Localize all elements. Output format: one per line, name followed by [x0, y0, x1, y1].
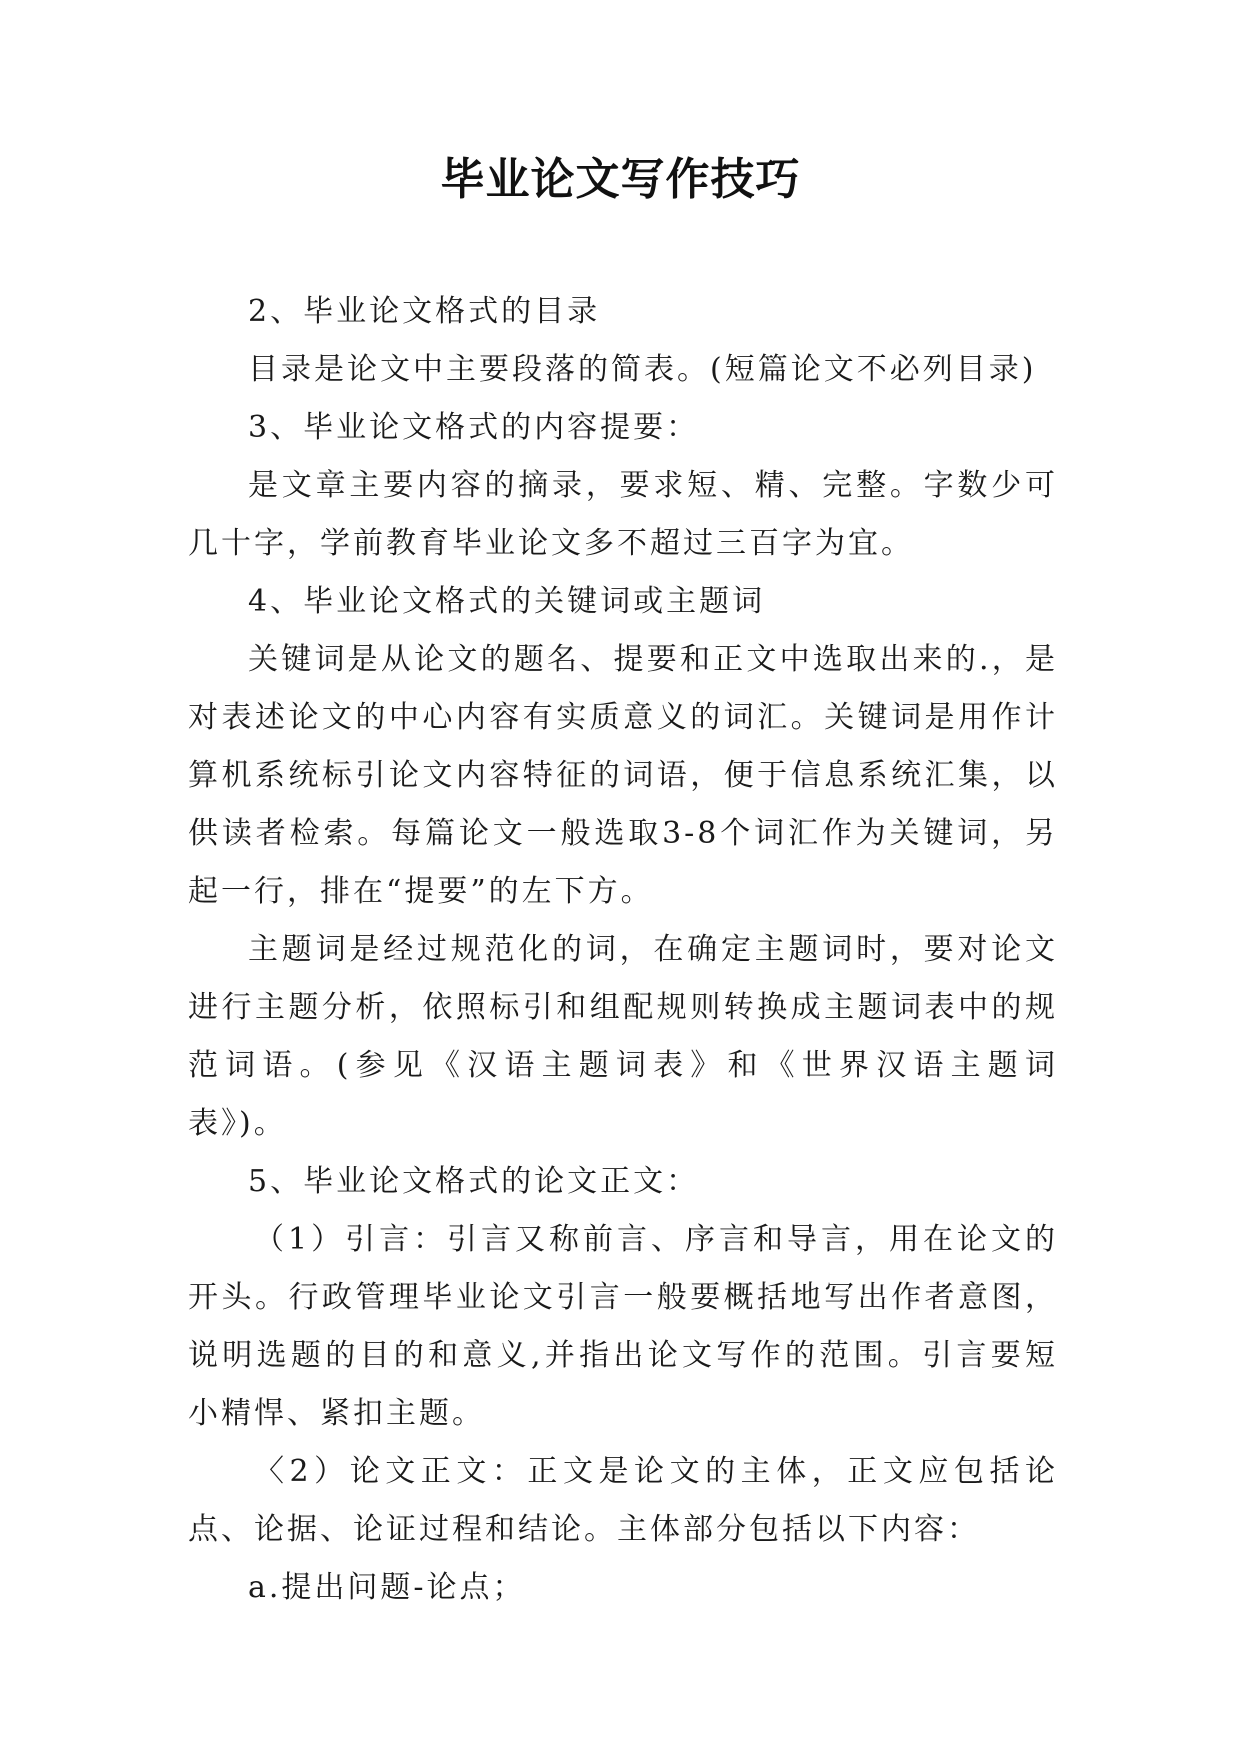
paragraph-keywords-heading: 4、毕业论文格式的关键词或主题词 [248, 584, 766, 619]
paragraph-main-body: 〈2）论文正文：正文是论文的主体，正文应包括论点、论据、论证过程和结论。主体部分包括以下内容： [188, 1454, 1058, 1547]
paragraph-main-text-heading: 5、毕业论文格式的论文正文： [248, 1164, 700, 1199]
document-body [188, 283, 1058, 1617]
paragraph-subject-terms-desc: 主题词是经过规范化的词，在确定主题词时，要对论文进行主题分析，依照标引和组配规则转换成主题词表中的规范词语。(参见《汉语主题词表》和《世界汉语主题词表》)。 [188, 932, 1058, 1141]
paragraph-keywords-desc: 关键词是从论文的题名、提要和正文中选取出来的.，是对表述论文的中心内容有实质意义的词汇。关键词是用作计算机系统标引论文内容特征的词语，便于信息系统汇集，以供读者检索。每篇论文一般选取3-8个词汇作为关键词，另起一行，排在“提要”的左下方。 [188, 642, 1058, 909]
paragraph-toc-desc: 目录是论文中主要段落的简表。(短篇论文不必列目录) [248, 352, 1037, 387]
paragraph-introduction: （1）引言：引言又称前言、序言和导言，用在论文的开头。行政管理毕业论文引言一般要概括地写出作者意图，说明选题的目的和意义,并指出论文写作的范围。引言要短小精悍、紧扣主题。 [188, 1222, 1058, 1431]
paragraph-abstract-heading: 3、毕业论文格式的内容提要： [248, 410, 700, 445]
paragraph-item-a: a.提出问题-论点； [248, 1570, 526, 1605]
paragraph-abstract-desc: 是文章主要内容的摘录，要求短、精、完整。字数少可几十字，学前教育毕业论文多不超过三百字为宜。 [188, 468, 1058, 561]
document-title: 毕业论文写作技巧 [440, 154, 801, 205]
paragraph-toc-heading: 2、毕业论文格式的目录 [248, 294, 601, 329]
